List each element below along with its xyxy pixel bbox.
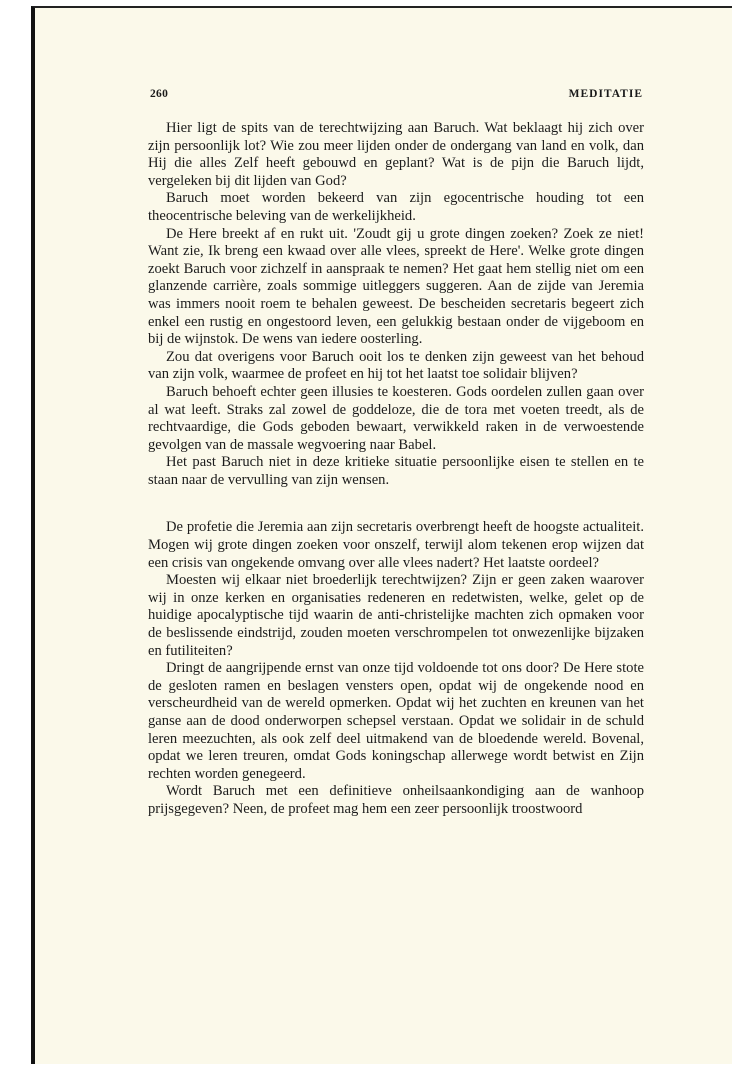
- paragraph: Hier ligt de spits van de terechtwijzing aan Baruch. Wat beklaagt hij zich over zijn persoonlijk lot? Wie zou meer lijden onder de ondergang van land en volk, dan Hij die alles Zelf heeft gebouwd en geplant? Wat is de pijn die Baruch lijdt, vergeleken bij dit lijden van God?: [148, 120, 644, 189]
- paragraph: Baruch moet worden bekeerd van zijn egocentrische houding tot een theocentrische beleving van de werkelijkheid.: [148, 190, 644, 224]
- running-title: MEDITATIE: [568, 88, 643, 100]
- paragraph: Moesten wij elkaar niet broederlijk terechtwijzen? Zijn er geen zaken waarover wij in onze kerken en organisaties redeneren en redetwisten, welke, gelet op de huidige apocalyptische tijd waarin de anti-christelijke machten zich opmaken voor de beslissende eindstrijd, zouden moeten verschrompelen tot onwezenlijke bijzaken en futiliteiten?: [148, 572, 644, 659]
- paragraph: Baruch behoeft echter geen illusies te koesteren. Gods oordelen zullen gaan over al wat leeft. Straks zal zowel de goddeloze, die de tora met voeten treedt, als de rechtvaardige, die Gods geboden bewaart, verwikkeld raken in de verwoestende gevolgen van de massale wegvoering naar Babel.: [148, 383, 644, 453]
- paragraph: De Here breekt af en rukt uit. 'Zoudt gij u grote dingen zoeken? Zoek ze niet! Want zie, Ik breng een kwaad over alle vlees, spreekt de Here'. Welke grote dingen zoekt Baruch voor zichzelf in aanspraak te nemen? Het gaat hem stellig niet om een glanzende carrière, zoals sommige uitleggers suggeren. Aan de zijde van Jeremia was immers nooit roem te behalen geweest. De bescheiden secretaris begeert zich enkel een rustig en ongestoord leven, een gelukkig bestaan onder de vijgeboom en bij de wijnstok. De wens van iedere oosterling.: [148, 225, 644, 348]
- page-number: 260: [150, 88, 169, 100]
- paragraph: De profetie die Jeremia aan zijn secretaris overbrengt heeft de hoogste actualiteit. Mogen wij grote dingen zoeken voor onszelf, terwijl alom tekenen erop wijzen dat een crisis van ongekende omvang over alle vlees nadert? Het laatste oordeel?: [148, 519, 644, 571]
- paragraph: Dringt de aangrijpende ernst van onze tijd voldoende tot ons door? De Here stote de gesloten ramen en beslagen vensters open, opdat wij de ongekende nood en verscheurdheid van de wereld opmerken. Opdat wij het zuchten en kreunen van het ganse aan de dood onderworpen schepsel verstaan. Opdat we solidair in de schuld leren meezuchten, als ook zelf deel uitmakend van de bloedende wereld. Bovenal, opdat we leren treuren, omdat Gods koningschap allerwege wordt betwist en Zijn rechten worden genegeerd.: [148, 660, 644, 782]
- paragraph: Wordt Baruch met een definitieve onheilsaankondiging aan de wanhoop prijsgegeven? Neen, de profeet mag hem een zeer persoonlijk troostwoord: [148, 783, 644, 817]
- paragraph: Het past Baruch niet in deze kritieke situatie persoonlijke eisen te stellen en te staan naar de vervulling van zijn wensen.: [148, 454, 644, 488]
- paragraph: Zou dat overigens voor Baruch ooit los te denken zijn geweest van het behoud van zijn volk, waarmee de profeet en hij tot het laatst toe solidair blijven?: [148, 348, 644, 383]
- section-break: [148, 489, 644, 519]
- body-text: [148, 120, 644, 819]
